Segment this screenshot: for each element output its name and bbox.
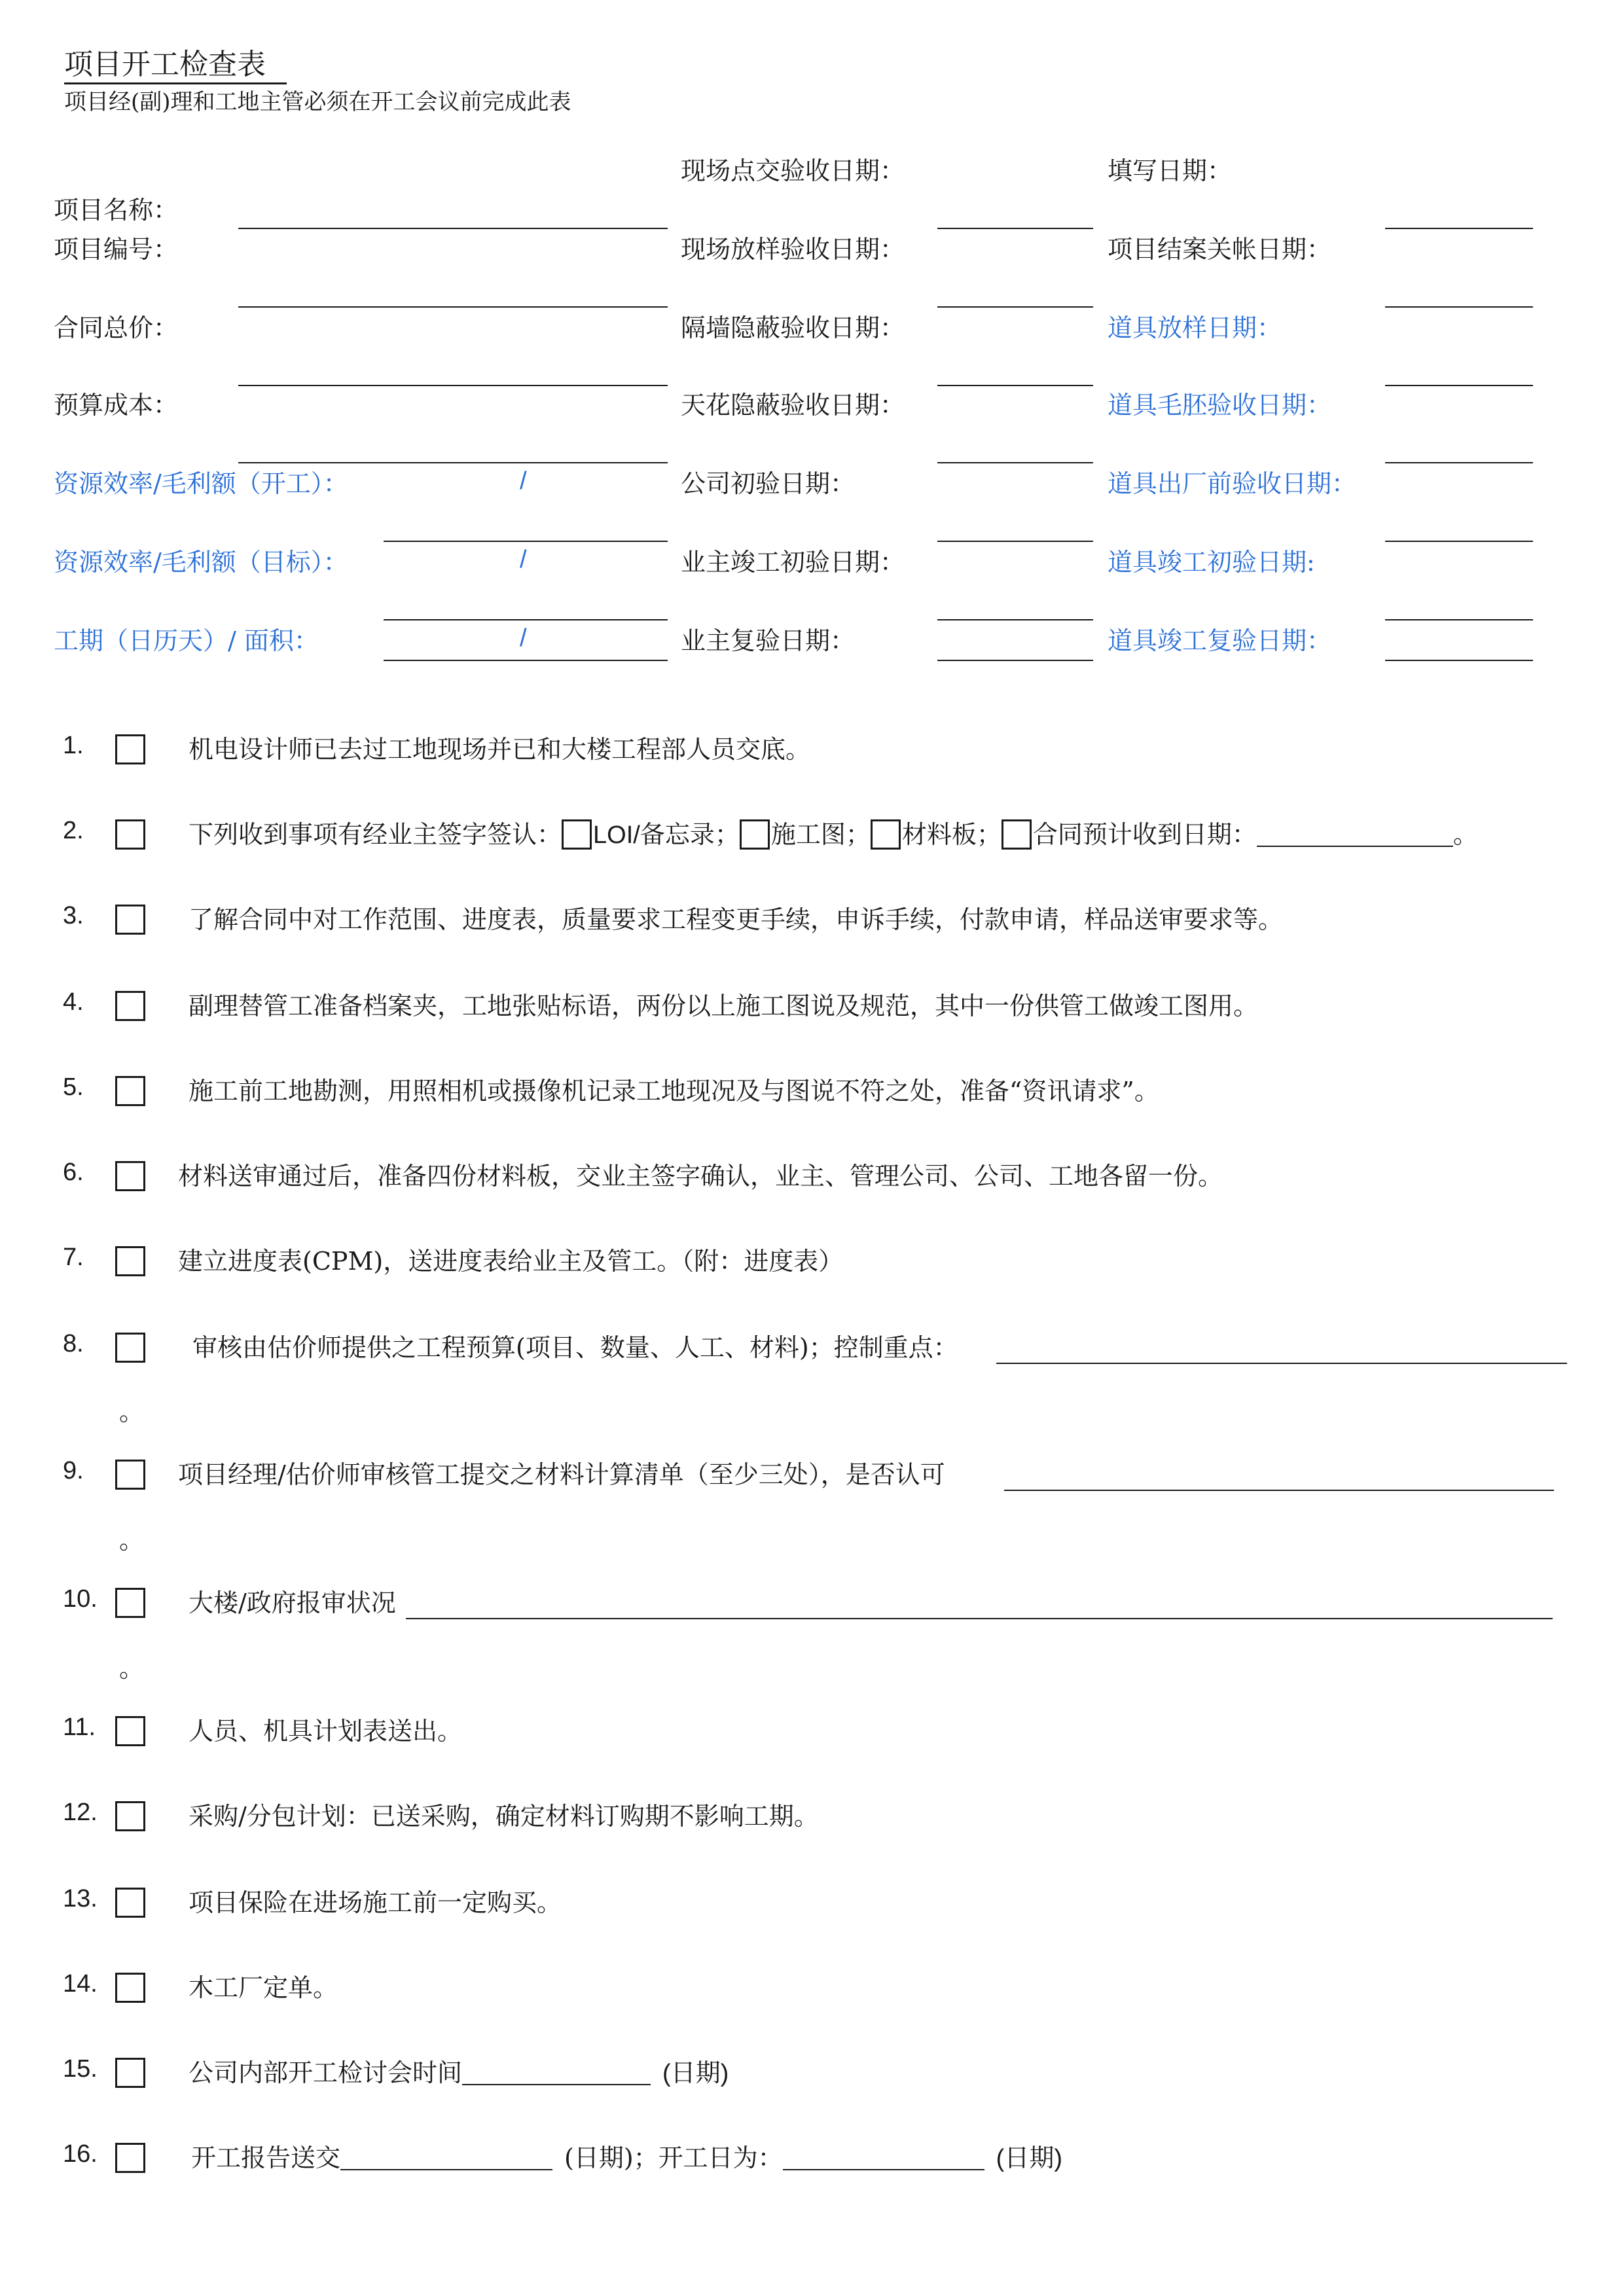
sub-checkbox-loi[interactable] bbox=[562, 819, 592, 850]
item-number: 16. bbox=[63, 2140, 98, 2168]
field-date-line[interactable] bbox=[937, 385, 1093, 386]
sub-checkbox-contract[interactable] bbox=[1001, 819, 1032, 850]
sub-checkbox-drawings[interactable] bbox=[740, 819, 770, 850]
item-1-text: 机电设计师已去过工地现场并已和大楼工程部人员交底。 bbox=[189, 735, 811, 764]
page-title: 项目开工检查表 bbox=[64, 48, 266, 81]
start-date-blank[interactable] bbox=[783, 2143, 984, 2170]
item-checkbox[interactable] bbox=[115, 1460, 145, 1490]
label-prop-reinspect-date: 道具竣工复验日期： bbox=[1108, 626, 1332, 655]
item-checkbox[interactable] bbox=[115, 2058, 145, 2088]
label-project-name: 项目名称： bbox=[54, 196, 179, 224]
item-2-end: 。 bbox=[1453, 820, 1478, 849]
item-12-text: 采购/分包计划：已送采购，确定材料订购期不影响工期。 bbox=[189, 1802, 819, 1831]
item-2-opt-drawings: 施工图； bbox=[770, 820, 871, 849]
item-checkbox[interactable] bbox=[115, 1801, 145, 1831]
item-11-text: 人员、机具计划表送出。 bbox=[189, 1717, 463, 1746]
item-checkbox[interactable] bbox=[115, 1888, 145, 1918]
item-2-lead: 下列收到事项有经业主签字签认： bbox=[189, 820, 562, 849]
field-duration-area-line[interactable] bbox=[384, 660, 668, 661]
item-checkbox[interactable] bbox=[115, 905, 145, 935]
item-9-period: 。 bbox=[119, 1526, 145, 1554]
item-15-row bbox=[189, 2058, 729, 2089]
label-duration-area: 工期（日历天）/ 面积： bbox=[54, 626, 319, 655]
item-number: 14. bbox=[63, 1970, 98, 1998]
item-checkbox[interactable] bbox=[115, 2143, 145, 2173]
label-closing-date: 项目结案关帐日期： bbox=[1108, 235, 1332, 264]
item-6-text: 材料送审通过后，准备四份材料板，交业主签字确认，业主、管理公司、公司、工地各留一份。 bbox=[178, 1162, 1223, 1191]
item-checkbox[interactable] bbox=[115, 1246, 145, 1276]
field-project-name-line[interactable] bbox=[238, 228, 668, 229]
item-number: 3. bbox=[63, 902, 84, 929]
item-checkbox[interactable] bbox=[115, 734, 145, 764]
item-number: 7. bbox=[63, 1244, 84, 1271]
field-date-line[interactable] bbox=[937, 306, 1093, 308]
item-4-text: 副理替管工准备档案夹，工地张贴标语，两份以上施工图说及规范，其中一份供管工做竣工图用。 bbox=[189, 992, 1259, 1020]
field-date-line[interactable] bbox=[1385, 541, 1533, 542]
field-date-line[interactable] bbox=[937, 228, 1093, 229]
item-15-lead: 公司内部开工检讨会时间 bbox=[189, 2058, 463, 2087]
item-8-blank[interactable] bbox=[996, 1363, 1567, 1364]
label-company-inspection-date: 公司初验日期： bbox=[681, 469, 856, 498]
item-number: 5. bbox=[63, 1073, 84, 1101]
item-3-text: 了解合同中对工作范围、进度表，质量要求工程变更手续，申诉手续，付款申请，样品送审要求等。 bbox=[189, 905, 1284, 934]
field-project-number-line[interactable] bbox=[238, 306, 668, 308]
field-date-line[interactable] bbox=[1385, 660, 1533, 661]
item-checkbox[interactable] bbox=[115, 1333, 145, 1363]
label-contract-total: 合同总价： bbox=[54, 314, 179, 342]
item-2-opt-material-board: 材料板； bbox=[901, 820, 1001, 849]
item-number: 1. bbox=[63, 732, 84, 759]
label-efficiency-target: 资源效率/毛利额（目标）： bbox=[54, 548, 348, 577]
item-checkbox[interactable] bbox=[115, 1076, 145, 1106]
item-number: 13. bbox=[63, 1885, 98, 1912]
item-14-text: 木工厂定单。 bbox=[189, 1973, 338, 2002]
item-9-text: 项目经理/估价师审核管工提交之材料计算清单（至少三处），是否认可 bbox=[178, 1460, 945, 1489]
slash-divider: / bbox=[520, 624, 527, 652]
item-8-text: 审核由估价师提供之工程预算(项目、数量、人工、材料)；控制重点： bbox=[192, 1333, 958, 1362]
field-efficiency-target-line[interactable] bbox=[384, 619, 668, 620]
label-prop-initial-date: 道具竣工初验日期: bbox=[1108, 548, 1315, 577]
item-15-tail: (日期) bbox=[662, 2060, 729, 2087]
field-budget-cost-line[interactable] bbox=[238, 462, 668, 463]
label-setout-date: 现场放样验收日期： bbox=[681, 235, 905, 264]
item-2-opt-loi: LOI/备忘录； bbox=[593, 821, 740, 849]
field-efficiency-start-line[interactable] bbox=[384, 541, 668, 542]
item-number: 15. bbox=[63, 2055, 98, 2083]
report-date-blank[interactable] bbox=[340, 2143, 552, 2170]
field-date-line[interactable] bbox=[1385, 385, 1533, 386]
item-number: 12. bbox=[63, 1799, 98, 1826]
meeting-date-blank[interactable] bbox=[462, 2058, 651, 2085]
item-number: 10. bbox=[63, 1585, 98, 1613]
item-16-mid: (日期)；开工日为： bbox=[564, 2144, 783, 2172]
item-7-text: 建立进度表(CPM)，送进度表给业主及管工。（附：进度表） bbox=[178, 1247, 844, 1276]
item-10-period: 。 bbox=[119, 1654, 145, 1683]
contract-date-blank[interactable] bbox=[1257, 819, 1453, 847]
field-date-line[interactable] bbox=[1385, 228, 1533, 229]
label-prop-setout-date: 道具放样日期： bbox=[1108, 314, 1282, 342]
field-date-line[interactable] bbox=[1385, 306, 1533, 308]
item-10-blank[interactable] bbox=[406, 1618, 1553, 1619]
item-checkbox[interactable] bbox=[115, 991, 145, 1021]
field-date-line[interactable] bbox=[937, 660, 1093, 661]
item-9-blank[interactable] bbox=[1004, 1490, 1554, 1491]
item-10-text: 大楼/政府报审状况 bbox=[189, 1588, 396, 1617]
item-16-row bbox=[191, 2143, 1062, 2174]
label-fill-date: 填写日期： bbox=[1108, 156, 1233, 185]
label-prop-predelivery-date: 道具出厂前验收日期： bbox=[1108, 469, 1357, 498]
label-ceiling-date: 天花隐蔽验收日期： bbox=[681, 391, 905, 420]
field-date-line[interactable] bbox=[937, 619, 1093, 620]
item-number: 6. bbox=[63, 1158, 84, 1186]
item-checkbox[interactable] bbox=[115, 1588, 145, 1618]
item-checkbox[interactable] bbox=[115, 819, 145, 850]
page-subtitle: 项目经(副)理和工地主管必须在开工会议前完成此表 bbox=[64, 89, 571, 115]
item-2-row bbox=[189, 819, 1478, 850]
label-efficiency-start: 资源效率/毛利额（开工）： bbox=[54, 469, 348, 498]
slash-divider: / bbox=[520, 467, 527, 495]
item-number: 4. bbox=[63, 988, 84, 1016]
title-underline bbox=[64, 82, 287, 84]
label-prop-blank-date: 道具毛胚验收日期： bbox=[1108, 391, 1332, 420]
item-13-text: 项目保险在进场施工前一定购买。 bbox=[189, 1888, 562, 1917]
item-number: 8. bbox=[63, 1330, 84, 1357]
item-number: 2. bbox=[63, 817, 84, 844]
field-date-line[interactable] bbox=[937, 462, 1093, 463]
item-8-period: 。 bbox=[119, 1397, 145, 1426]
item-2-opt-contract: 合同预计收到日期： bbox=[1032, 820, 1257, 849]
slash-divider: / bbox=[520, 546, 527, 573]
item-checkbox[interactable] bbox=[115, 1716, 145, 1746]
label-site-handover-date: 现场点交验收日期： bbox=[681, 156, 905, 185]
item-checkbox[interactable] bbox=[115, 1161, 145, 1191]
field-date-line[interactable] bbox=[1385, 619, 1533, 620]
label-budget-cost: 预算成本： bbox=[54, 391, 179, 420]
item-number: 9. bbox=[63, 1457, 84, 1484]
label-owner-reinspect-date: 业主复验日期： bbox=[681, 626, 856, 655]
item-checkbox[interactable] bbox=[115, 1973, 145, 2003]
item-5-text: 施工前工地勘测，用照相机或摄像机记录工地现况及与图说不符之处，准备“资讯请求”。 bbox=[189, 1077, 1159, 1105]
label-project-number: 项目编号： bbox=[54, 235, 179, 264]
item-16-tail: (日期) bbox=[996, 2145, 1062, 2172]
item-number: 11. bbox=[63, 1713, 96, 1741]
label-partition-date: 隔墙隐蔽验收日期： bbox=[681, 314, 905, 342]
field-date-line[interactable] bbox=[1385, 462, 1533, 463]
field-contract-total-line[interactable] bbox=[238, 385, 668, 386]
label-owner-initial-date: 业主竣工初验日期： bbox=[681, 548, 905, 577]
item-16-lead: 开工报告送交 bbox=[191, 2144, 341, 2172]
field-date-line[interactable] bbox=[937, 541, 1093, 542]
sub-checkbox-material-board[interactable] bbox=[871, 819, 901, 850]
